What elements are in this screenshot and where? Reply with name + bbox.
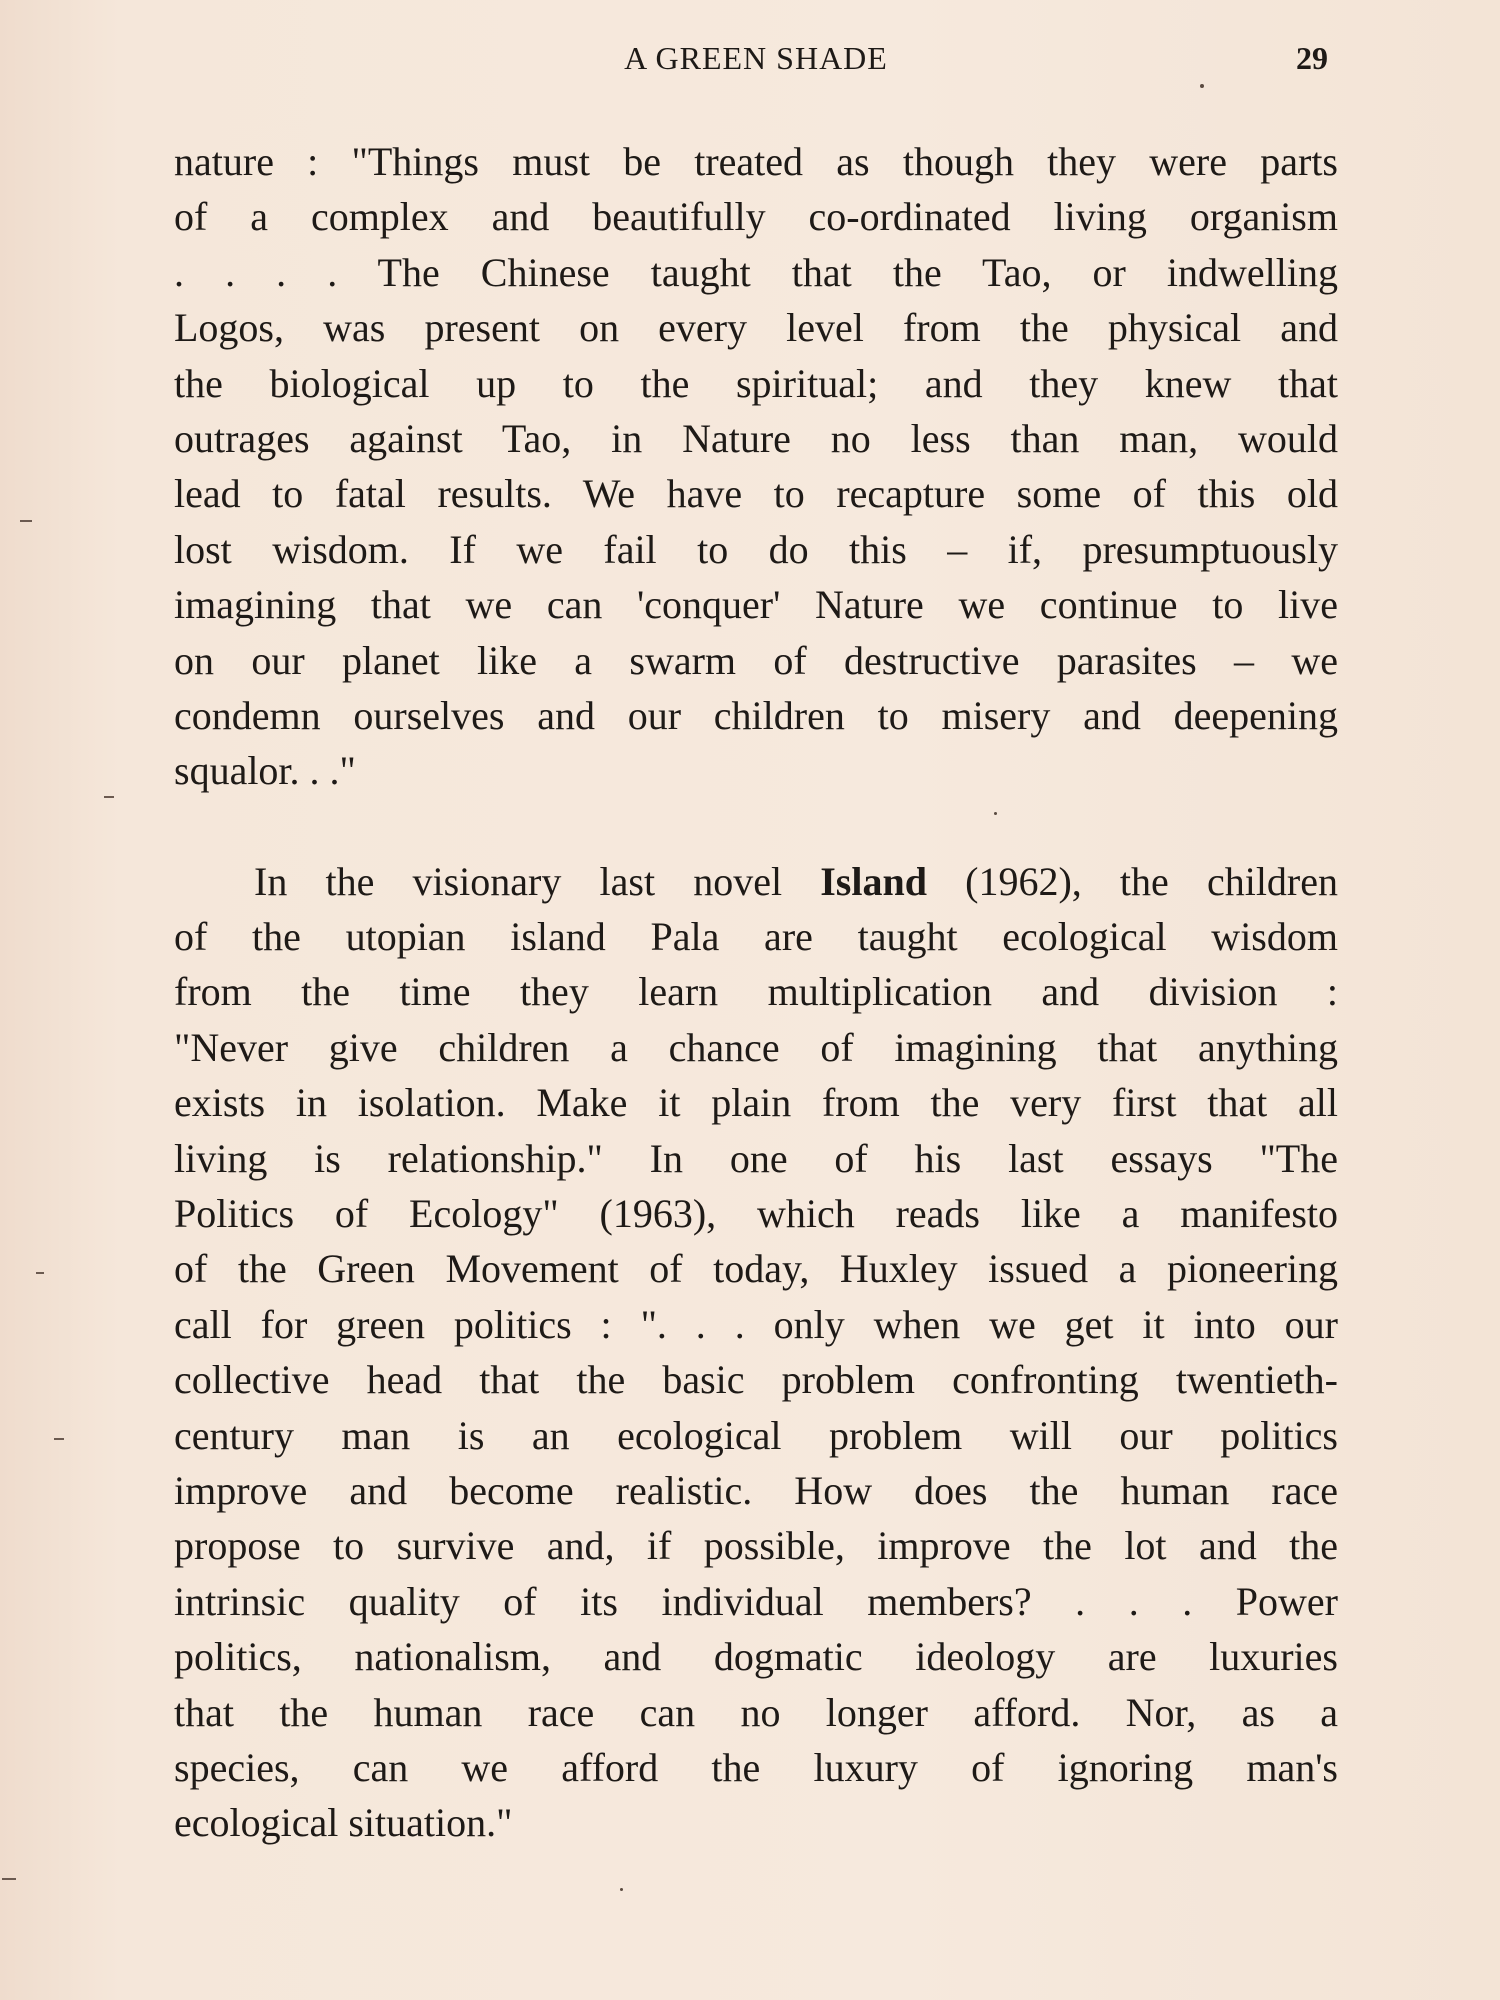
scan-speck (1200, 84, 1204, 88)
text-line: "Never give children a chance of imagining that anything (174, 1024, 1338, 1070)
text-line: of the Green Movement of today, Huxley issued a pioneering (174, 1246, 1338, 1292)
running-title: A GREEN SHADE (624, 40, 888, 76)
text-line-first (174, 854, 1338, 909)
text-line: species, can we afford the luxury of ignoring man's (174, 1744, 1338, 1790)
text-line: squalor. . ." (174, 748, 356, 794)
text-line: Logos, was present on every level from the physical and (174, 305, 1338, 351)
text-line: improve and become realistic. How does the human race (174, 1467, 1338, 1513)
text-line: exists in isolation. Make it plain from the very first that all (174, 1080, 1338, 1126)
paragraph-1 (174, 134, 1338, 799)
text-line: the biological up to the spiritual; and they knew that (174, 360, 1338, 406)
margin-mark (54, 1438, 64, 1440)
text-line: century man is an ecological problem will our politics (174, 1412, 1338, 1458)
margin-mark (104, 796, 114, 798)
text-line: Politics of Ecology" (1963), which reads like a manifesto (174, 1191, 1338, 1237)
text-line: on our planet like a swarm of destructive parasites – we (174, 637, 1338, 683)
book-title-island: Island (820, 858, 927, 904)
margin-mark (36, 1272, 44, 1274)
text-line: living is relationship." In one of his last essays "The (174, 1135, 1338, 1181)
text-line: that the human race can no longer afford. Nor, as a (174, 1689, 1338, 1735)
text-line: of the utopian island Pala are taught ecological wisdom (174, 914, 1338, 960)
scan-speck (620, 1888, 623, 1891)
text-line: call for green politics : ". . . only when we get it into our (174, 1301, 1338, 1347)
text-line: intrinsic quality of its individual members? . . . Power (174, 1578, 1338, 1624)
paragraph-2 (174, 854, 1338, 1851)
text-line: imagining that we can 'conquer' Nature we continue to live (174, 582, 1338, 628)
text-line: nature : "Things must be treated as though they were parts (174, 139, 1338, 184)
text-line: politics, nationalism, and dogmatic ideology are luxuries (174, 1634, 1338, 1680)
text-line: of a complex and beautifully co-ordinated living organism (174, 194, 1338, 240)
text-line: outrages against Tao, in Nature no less than man, would (174, 415, 1338, 461)
text-line: lead to fatal results. We have to recapture some of this old (174, 471, 1338, 517)
scan-speck (994, 812, 997, 815)
page-number: 29 (1296, 40, 1328, 76)
text-line: collective head that the basic problem confronting twentieth- (174, 1357, 1338, 1403)
text-line: lost wisdom. If we fail to do this – if, presumptuously (174, 526, 1338, 572)
text-line: ecological situation." (174, 1800, 513, 1846)
text-line: from the time they learn multiplication and division : (174, 969, 1338, 1015)
body-text (174, 134, 1338, 1851)
text-line: . . . . The Chinese taught that the Tao, or indwelling (174, 249, 1338, 295)
margin-mark (20, 520, 32, 522)
margin-mark (2, 1878, 16, 1880)
text-line: propose to survive and, if possible, improve the lot and the (174, 1523, 1338, 1569)
text-segment: In the visionary last novel (254, 858, 783, 904)
running-head (0, 38, 1500, 78)
text-line: condemn ourselves and our children to misery and deepening (174, 692, 1338, 738)
text-segment: (1962), the children (965, 858, 1338, 904)
